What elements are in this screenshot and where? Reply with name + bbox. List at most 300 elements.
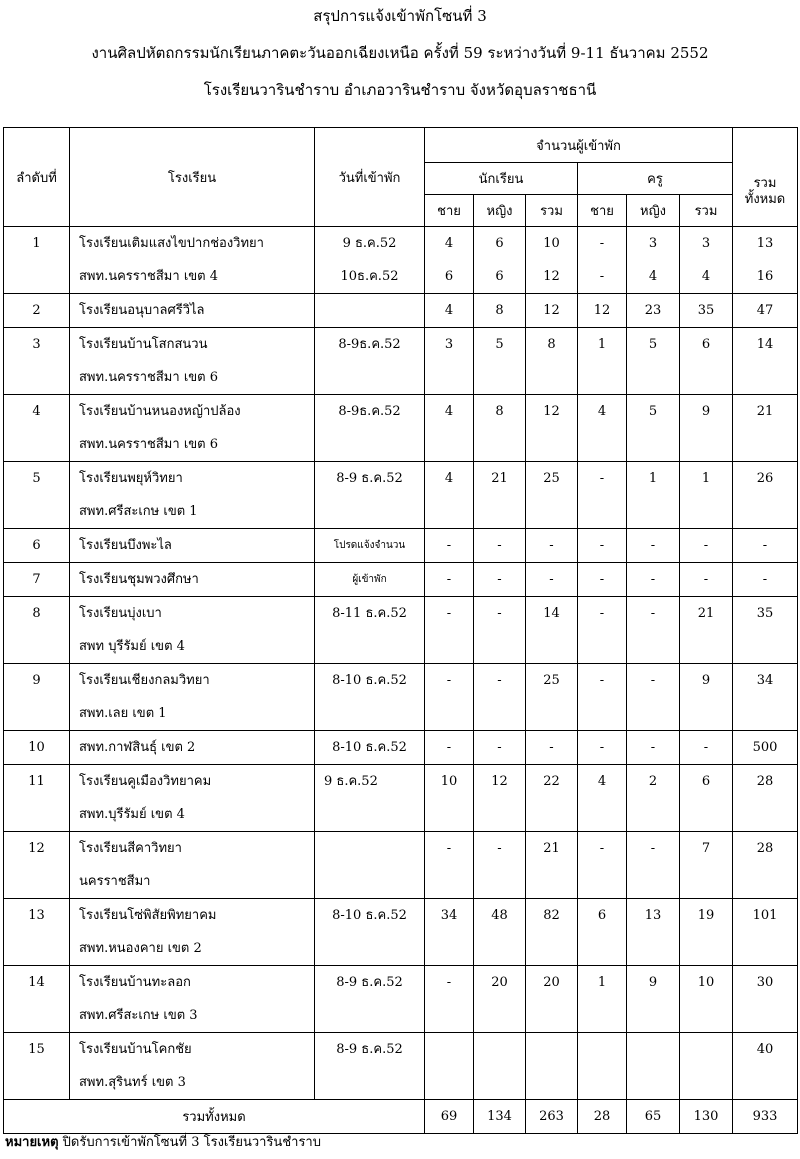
row-no bbox=[4, 899, 70, 966]
table-row bbox=[4, 832, 798, 899]
teacher-female-value: 13 bbox=[644, 908, 662, 923]
teacher-sum bbox=[680, 597, 733, 664]
header-grand-total bbox=[733, 128, 798, 227]
table-row bbox=[4, 1033, 798, 1100]
row-no bbox=[4, 597, 70, 664]
teacher-male-value bbox=[578, 1033, 626, 1066]
teacher-sum-value: 9 bbox=[701, 673, 711, 688]
teacher-sum-value: 6 bbox=[701, 337, 711, 352]
row-total bbox=[733, 462, 798, 529]
school-name-line: โรงเรียนคูเมืองวิทยาคม bbox=[79, 774, 212, 789]
student-female-value: - bbox=[497, 740, 502, 755]
teacher-female bbox=[627, 227, 680, 294]
student-sum bbox=[526, 227, 578, 294]
teacher-female bbox=[627, 966, 680, 1033]
teacher-male bbox=[578, 529, 627, 563]
school-name-line: โรงเรียนบึงพะไล bbox=[79, 538, 172, 553]
row-date bbox=[315, 563, 425, 597]
student-sum bbox=[526, 966, 578, 1033]
teacher-male-value: - bbox=[599, 841, 605, 856]
student-sum-value: - bbox=[549, 538, 554, 553]
student-sum bbox=[526, 765, 578, 832]
row-total bbox=[733, 294, 798, 328]
student-sum bbox=[526, 395, 578, 462]
student-male bbox=[425, 563, 474, 597]
date-line: 10ธ.ค.52 bbox=[340, 269, 399, 284]
student-female bbox=[474, 899, 526, 966]
teacher-sum bbox=[680, 529, 733, 563]
student-female bbox=[474, 1033, 526, 1100]
row-total-value: - bbox=[762, 538, 768, 553]
row-no bbox=[4, 664, 70, 731]
student-sum-value: 12 bbox=[543, 269, 560, 284]
event-subtitle: งานศิลปหัตถกรรมนักเรียนภาคตะวันออกเฉียงเหนือ ครั้งที่ 59 ระหว่างวันที่ 9-11 ธันวาคม 2552 bbox=[91, 44, 709, 62]
student-male-value bbox=[425, 1033, 473, 1066]
table-row bbox=[4, 294, 798, 328]
student-female-value: - bbox=[497, 841, 502, 856]
row-no bbox=[4, 227, 70, 294]
header-teacher-sum: รวม bbox=[680, 195, 733, 227]
row-date bbox=[315, 664, 425, 731]
teacher-female-value bbox=[627, 1033, 679, 1066]
student-male bbox=[425, 1033, 474, 1100]
student-sum-value: 12 bbox=[543, 303, 560, 318]
teacher-male bbox=[578, 395, 627, 462]
teacher-sum-value: 3 bbox=[701, 236, 711, 251]
row-no-value: 2 bbox=[32, 303, 41, 318]
student-female-value: 6 bbox=[495, 236, 504, 251]
student-sum bbox=[526, 664, 578, 731]
school-name-line: โรงเรียนบ้านทะลอก bbox=[79, 975, 191, 990]
student-female bbox=[474, 227, 526, 294]
student-sum bbox=[526, 462, 578, 529]
teacher-female-value: - bbox=[650, 572, 656, 587]
row-date bbox=[315, 328, 425, 395]
total-student-male: 69 bbox=[425, 1100, 474, 1134]
date-line: 9 ธ.ค.52 bbox=[342, 236, 397, 251]
row-date bbox=[315, 395, 425, 462]
row-total bbox=[733, 563, 798, 597]
table-row bbox=[4, 731, 798, 765]
school-name-line: สพท.นครราชสีมา เขต 6 bbox=[79, 437, 218, 452]
row-no bbox=[4, 395, 70, 462]
teacher-female-value: - bbox=[650, 606, 656, 621]
row-total-value: 500 bbox=[752, 740, 778, 755]
row-no bbox=[4, 328, 70, 395]
teacher-female bbox=[627, 597, 680, 664]
teacher-male-value: 6 bbox=[597, 908, 607, 923]
teacher-male-value: 4 bbox=[597, 404, 607, 419]
student-male bbox=[425, 529, 474, 563]
row-date bbox=[315, 294, 425, 328]
student-male bbox=[425, 597, 474, 664]
teacher-male bbox=[578, 832, 627, 899]
student-female-value: 6 bbox=[495, 269, 504, 284]
teacher-male-value: - bbox=[599, 471, 605, 486]
teacher-male bbox=[578, 563, 627, 597]
total-teacher-sum: 130 bbox=[680, 1100, 733, 1134]
teacher-male bbox=[578, 1033, 627, 1100]
student-sum-value: 10 bbox=[543, 236, 560, 251]
date-line: 8-9 ธ.ค.52 bbox=[336, 975, 403, 990]
school-name-line: สพท.บุรีรัมย์ เขต 4 bbox=[79, 807, 185, 822]
teacher-female-value: 4 bbox=[648, 269, 658, 284]
student-female bbox=[474, 529, 526, 563]
student-male bbox=[425, 328, 474, 395]
date-line: 8-11 ธ.ค.52 bbox=[332, 606, 407, 621]
row-no bbox=[4, 765, 70, 832]
student-male bbox=[425, 462, 474, 529]
row-total bbox=[733, 328, 798, 395]
header-attendees: จำนวนผู้เข้าพัก bbox=[425, 128, 733, 163]
row-date bbox=[315, 832, 425, 899]
teacher-female-value: - bbox=[650, 673, 656, 688]
student-female bbox=[474, 294, 526, 328]
row-school bbox=[70, 899, 315, 966]
student-female-value: - bbox=[497, 606, 502, 621]
table-row bbox=[4, 563, 798, 597]
student-male-value: - bbox=[446, 975, 452, 990]
student-female-value: - bbox=[497, 673, 502, 688]
teacher-sum bbox=[680, 227, 733, 294]
school-name-line: สพท.หนองคาย เขต 2 bbox=[79, 941, 202, 956]
student-female-value: - bbox=[497, 572, 502, 587]
header-no: ลำดับที่ bbox=[4, 128, 70, 227]
school-name-line: สพท.นครราชสีมา เขต 4 bbox=[79, 269, 218, 284]
teacher-sum-value: - bbox=[703, 538, 709, 553]
date-line: 8-10 ธ.ค.52 bbox=[332, 908, 407, 923]
student-sum bbox=[526, 597, 578, 664]
student-male bbox=[425, 395, 474, 462]
table-row bbox=[4, 395, 798, 462]
school-name-line: สพท.นครราชสีมา เขต 6 bbox=[79, 370, 218, 385]
school-name-line: โรงเรียนสีคาวิทยา bbox=[79, 841, 182, 856]
student-sum bbox=[526, 328, 578, 395]
teacher-male-value: - bbox=[599, 236, 605, 251]
teacher-male bbox=[578, 462, 627, 529]
student-male bbox=[425, 664, 474, 731]
totals-label: รวมทั้งหมด bbox=[4, 1100, 425, 1134]
student-male-value: 4 bbox=[444, 303, 454, 318]
student-male bbox=[425, 966, 474, 1033]
row-total bbox=[733, 731, 798, 765]
header-total-line1: รวม bbox=[753, 176, 777, 191]
teacher-female-value: - bbox=[650, 841, 656, 856]
student-female-value: 21 bbox=[491, 471, 508, 486]
table-row bbox=[4, 227, 798, 294]
student-female bbox=[474, 765, 526, 832]
student-female bbox=[474, 966, 526, 1033]
student-male-value: 4 bbox=[444, 236, 454, 251]
row-school bbox=[70, 664, 315, 731]
row-school bbox=[70, 597, 315, 664]
school-name-line: โรงเรียนบ้านโคกชัย bbox=[79, 1042, 192, 1057]
accommodation-table bbox=[3, 127, 798, 1134]
row-no bbox=[4, 529, 70, 563]
row-date bbox=[315, 1033, 425, 1100]
teacher-male bbox=[578, 328, 627, 395]
row-date bbox=[315, 731, 425, 765]
header-teachers: ครู bbox=[578, 163, 733, 195]
teacher-male bbox=[578, 765, 627, 832]
school-name-line: โรงเรียนบ้านหนองหญ้าปล้อง bbox=[79, 404, 241, 419]
teacher-female-value: 23 bbox=[644, 303, 662, 318]
venue-subtitle: โรงเรียนวารินชำราบ อำเภอวารินชำราบ จังหวัดอุบลราชธานี bbox=[203, 81, 597, 99]
student-male-value: - bbox=[446, 538, 452, 553]
row-total-value: 21 bbox=[756, 404, 774, 419]
student-sum-value: - bbox=[549, 740, 554, 755]
teacher-sum bbox=[680, 1033, 733, 1100]
teacher-sum-value: 35 bbox=[697, 303, 715, 318]
student-female-value: 20 bbox=[491, 975, 508, 990]
teacher-sum bbox=[680, 294, 733, 328]
row-total-value: 40 bbox=[756, 1042, 774, 1057]
teacher-sum-value: 21 bbox=[697, 606, 715, 621]
student-male-value: - bbox=[446, 673, 452, 688]
student-female bbox=[474, 832, 526, 899]
teacher-female-value: - bbox=[650, 740, 656, 755]
teacher-sum-value: 10 bbox=[697, 975, 715, 990]
date-line: 8-9 ธ.ค.52 bbox=[336, 1042, 403, 1057]
totals-row bbox=[4, 1100, 798, 1134]
teacher-female bbox=[627, 563, 680, 597]
row-date bbox=[315, 227, 425, 294]
teacher-sum bbox=[680, 731, 733, 765]
header-student-male: ชาย bbox=[425, 195, 474, 227]
teacher-male bbox=[578, 731, 627, 765]
header-total-line2: ทั้งหมด bbox=[744, 192, 786, 207]
teacher-female bbox=[627, 294, 680, 328]
school-name-line: สพท.ศรีสะเกษ เขต 3 bbox=[79, 1008, 198, 1023]
date-line: 9 ธ.ค.52 bbox=[324, 774, 378, 789]
teacher-female-value: 2 bbox=[648, 774, 658, 789]
row-no bbox=[4, 832, 70, 899]
school-name-line: นครราชสีมา bbox=[79, 874, 151, 889]
teacher-male bbox=[578, 227, 627, 294]
student-male-value: - bbox=[446, 606, 452, 621]
student-female-value: 12 bbox=[491, 774, 508, 789]
row-no-value: 12 bbox=[28, 841, 45, 856]
teacher-male bbox=[578, 664, 627, 731]
student-sum bbox=[526, 1033, 578, 1100]
teacher-sum-value: 19 bbox=[697, 908, 715, 923]
student-female bbox=[474, 664, 526, 731]
footnote-label: หมายเหตุ bbox=[5, 1135, 59, 1150]
row-total-value: 14 bbox=[756, 337, 774, 352]
teacher-female bbox=[627, 664, 680, 731]
row-no-value: 3 bbox=[32, 337, 41, 352]
teacher-sum-value: 9 bbox=[701, 404, 711, 419]
teacher-sum bbox=[680, 563, 733, 597]
teacher-male-value: - bbox=[599, 740, 605, 755]
teacher-sum bbox=[680, 395, 733, 462]
row-no bbox=[4, 731, 70, 765]
row-school bbox=[70, 227, 315, 294]
student-sum bbox=[526, 529, 578, 563]
student-female-value: 8 bbox=[495, 303, 504, 318]
header-school: โรงเรียน bbox=[70, 128, 315, 227]
student-sum-value: 82 bbox=[543, 908, 560, 923]
row-date bbox=[315, 765, 425, 832]
teacher-male bbox=[578, 966, 627, 1033]
row-total-value: 101 bbox=[752, 908, 778, 923]
row-total bbox=[733, 832, 798, 899]
teacher-sum bbox=[680, 462, 733, 529]
student-female bbox=[474, 328, 526, 395]
teacher-sum bbox=[680, 966, 733, 1033]
student-sum-value: 22 bbox=[543, 774, 560, 789]
school-name-line: โรงเรียนเติมแสงไขปากช่องวิทยา bbox=[79, 236, 264, 251]
student-male-value: 3 bbox=[444, 337, 454, 352]
row-total bbox=[733, 1033, 798, 1100]
student-male-value: 10 bbox=[440, 774, 458, 789]
date-line bbox=[315, 294, 424, 327]
row-no bbox=[4, 1033, 70, 1100]
student-sum bbox=[526, 899, 578, 966]
student-male bbox=[425, 227, 474, 294]
row-no-value: 15 bbox=[28, 1042, 45, 1057]
header-student-sum: รวม bbox=[526, 195, 578, 227]
row-total bbox=[733, 966, 798, 1033]
row-date bbox=[315, 462, 425, 529]
row-no-value: 9 bbox=[32, 673, 41, 688]
header-students: นักเรียน bbox=[425, 163, 578, 195]
row-no-value: 4 bbox=[32, 404, 41, 419]
student-sum-value: 20 bbox=[543, 975, 560, 990]
teacher-male-value: - bbox=[599, 673, 605, 688]
student-female bbox=[474, 563, 526, 597]
student-female bbox=[474, 597, 526, 664]
total-student-female: 134 bbox=[474, 1100, 526, 1134]
row-total bbox=[733, 899, 798, 966]
teacher-female bbox=[627, 395, 680, 462]
footnote bbox=[5, 1131, 321, 1152]
date-line: โปรดแจ้งจำนวน bbox=[333, 540, 406, 551]
teacher-male-value: - bbox=[599, 269, 605, 284]
teacher-sum-value: 1 bbox=[701, 471, 711, 486]
row-total-value: 16 bbox=[756, 269, 774, 284]
student-sum-value: 8 bbox=[547, 337, 556, 352]
row-school bbox=[70, 294, 315, 328]
grand-total: 933 bbox=[733, 1100, 798, 1134]
school-name-line: โรงเรียนโซ่พิสัยพิทยาคม bbox=[79, 908, 217, 923]
total-teacher-female: 65 bbox=[627, 1100, 680, 1134]
student-female-value: 8 bbox=[495, 404, 504, 419]
student-sum-value: 12 bbox=[543, 404, 560, 419]
teacher-sum-value: 4 bbox=[701, 269, 711, 284]
date-line: 8-9ธ.ค.52 bbox=[338, 404, 401, 419]
row-total-value: 13 bbox=[756, 236, 774, 251]
teacher-male-value: - bbox=[599, 538, 605, 553]
row-school bbox=[70, 832, 315, 899]
row-no-value: 5 bbox=[32, 471, 41, 486]
row-no-value: 7 bbox=[32, 572, 41, 587]
row-no-value: 6 bbox=[32, 538, 41, 553]
date-line: 8-10 ธ.ค.52 bbox=[332, 673, 407, 688]
teacher-female-value: - bbox=[650, 538, 656, 553]
row-date bbox=[315, 597, 425, 664]
school-name-line: โรงเรียนพยุห์วิทยา bbox=[79, 471, 183, 486]
student-female-value: - bbox=[497, 538, 502, 553]
student-sum-value: 25 bbox=[543, 673, 560, 688]
row-no-value: 1 bbox=[32, 236, 41, 251]
teacher-female bbox=[627, 328, 680, 395]
teacher-sum bbox=[680, 832, 733, 899]
table-row bbox=[4, 529, 798, 563]
teacher-male-value: - bbox=[599, 572, 605, 587]
row-school bbox=[70, 563, 315, 597]
student-male bbox=[425, 294, 474, 328]
row-total bbox=[733, 227, 798, 294]
school-name-line: โรงเรียนบุ่งเบา bbox=[79, 606, 162, 621]
row-school bbox=[70, 1033, 315, 1100]
student-male-value: 6 bbox=[444, 269, 454, 284]
student-sum-value: 25 bbox=[543, 471, 560, 486]
row-total-value: 28 bbox=[756, 774, 774, 789]
row-school bbox=[70, 966, 315, 1033]
student-female bbox=[474, 462, 526, 529]
student-female-value: 48 bbox=[491, 908, 508, 923]
student-male-value: - bbox=[446, 740, 452, 755]
teacher-female-value: 5 bbox=[648, 337, 658, 352]
teacher-sum-value bbox=[680, 1033, 732, 1066]
teacher-female bbox=[627, 462, 680, 529]
student-sum bbox=[526, 731, 578, 765]
row-no bbox=[4, 462, 70, 529]
row-total bbox=[733, 529, 798, 563]
school-name-line: สพท.เลย เขต 1 bbox=[79, 706, 167, 721]
row-no-value: 14 bbox=[28, 975, 45, 990]
teacher-female bbox=[627, 832, 680, 899]
table-row bbox=[4, 462, 798, 529]
school-name-line: โรงเรียนเชียงกลมวิทยา bbox=[79, 673, 210, 688]
date-line bbox=[315, 832, 424, 865]
teacher-female bbox=[627, 1033, 680, 1100]
teacher-sum bbox=[680, 664, 733, 731]
row-no-value: 13 bbox=[28, 908, 45, 923]
row-date bbox=[315, 529, 425, 563]
row-total-value: 26 bbox=[756, 471, 774, 486]
teacher-male-value: 1 bbox=[597, 975, 607, 990]
teacher-male-value: 1 bbox=[597, 337, 607, 352]
teacher-female-value: 3 bbox=[648, 236, 658, 251]
row-total-value: 35 bbox=[756, 606, 774, 621]
school-name-line: โรงเรียนบ้านโสกสนวน bbox=[79, 337, 208, 352]
student-female bbox=[474, 731, 526, 765]
row-school bbox=[70, 529, 315, 563]
student-sum-value: - bbox=[549, 572, 554, 587]
header-teacher-male: ชาย bbox=[578, 195, 627, 227]
row-total bbox=[733, 597, 798, 664]
teacher-male-value: - bbox=[599, 606, 605, 621]
teacher-male bbox=[578, 899, 627, 966]
student-sum bbox=[526, 832, 578, 899]
date-line: 8-10 ธ.ค.52 bbox=[332, 740, 407, 755]
header-date: วันที่เข้าพัก bbox=[315, 128, 425, 227]
table-body bbox=[4, 227, 798, 1100]
school-name-line: สพท.กาฬสินธุ์ เขต 2 bbox=[79, 740, 196, 755]
teacher-male-value: 4 bbox=[597, 774, 607, 789]
student-male-value: 34 bbox=[440, 908, 458, 923]
school-name-line: สพท บุรีรัมย์ เขต 4 bbox=[79, 639, 185, 654]
row-total bbox=[733, 664, 798, 731]
teacher-female bbox=[627, 765, 680, 832]
student-female-value: 5 bbox=[495, 337, 504, 352]
student-male bbox=[425, 899, 474, 966]
row-no-value: 10 bbox=[28, 740, 45, 755]
row-total-value: - bbox=[762, 572, 768, 587]
teacher-sum-value: 7 bbox=[701, 841, 711, 856]
